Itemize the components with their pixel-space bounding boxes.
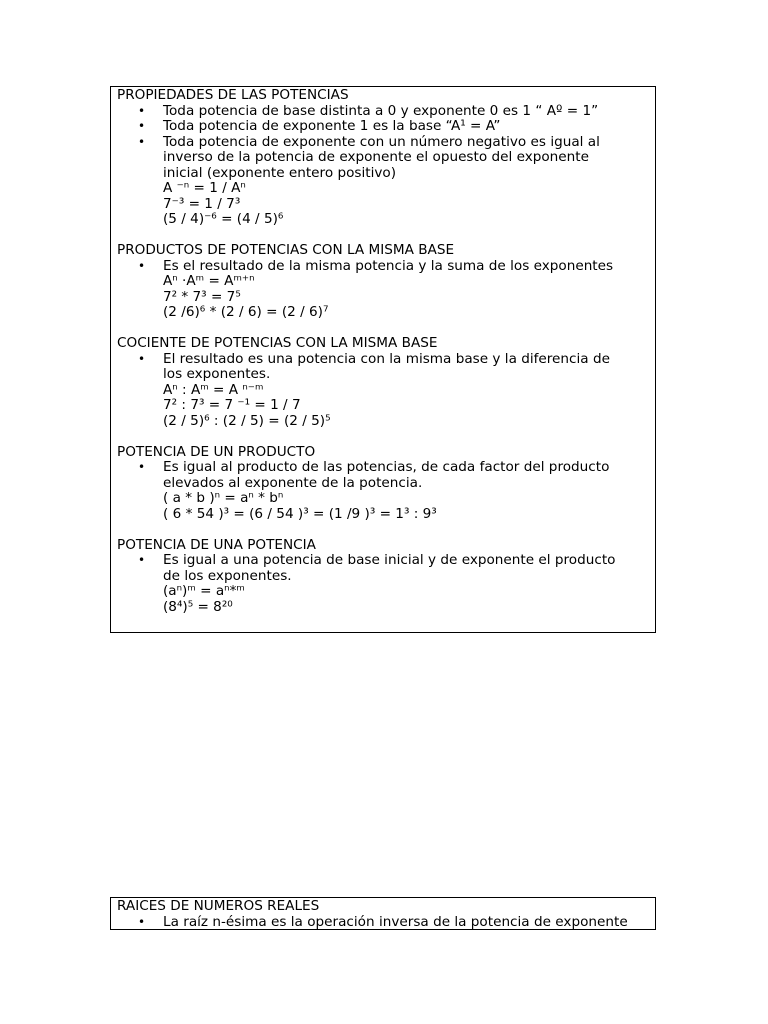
list-item	[117, 135, 655, 151]
section-spacer	[117, 228, 655, 244]
section-heading: COCIENTE DE POTENCIAS CON LA MISMA BASE	[117, 336, 438, 351]
bullet-icon: •	[138, 914, 146, 929]
list-item-continuation: (2 /6)⁶ * (2 / 6) = (2 / 6)⁷	[163, 305, 329, 320]
list-item	[117, 352, 655, 368]
list-item-continuation: de los exponentes.	[163, 568, 292, 584]
section-heading: POTENCIA DE UNA POTENCIA	[117, 537, 316, 553]
list-item-continuation: 7² : 7³ = 7 ⁻¹ = 1 / 7	[163, 398, 301, 413]
list-item	[117, 915, 655, 931]
list-item-continuation: (8⁴)⁵ = 8²⁰	[163, 599, 233, 615]
list-item-continuation: inverso de la potencia de exponente el opuesto del exponente	[163, 150, 589, 165]
list-item-continuation: (aⁿ)ᵐ = aⁿ*ᵐ	[163, 584, 245, 599]
list-item-continuation: (2 / 5)⁶ : (2 / 5) = (2 / 5)⁵	[163, 413, 331, 429]
list-item-continuation: inicial (exponente entero positivo)	[163, 165, 397, 181]
roots-box	[110, 897, 656, 930]
section-heading: PRODUCTOS DE POTENCIAS CON LA MISMA BASE	[117, 243, 455, 258]
bullet-icon: •	[138, 103, 146, 118]
section-spacer	[117, 429, 655, 445]
section-heading: POTENCIA DE UN PRODUCTO	[117, 444, 316, 460]
bullet-icon: •	[138, 258, 146, 273]
list-item-text: Es el resultado de la misma potencia y la suma de los exponentes	[163, 258, 614, 274]
list-item-continuation: 7⁻³ = 1 / 7³	[163, 196, 241, 212]
list-item	[117, 119, 655, 135]
list-item-continuation: ( 6 * 54 )³ = (6 / 54 )³ = (1 /9 )³ = 1³ : 9³	[163, 506, 437, 522]
bullet-icon: •	[138, 119, 146, 133]
properties-box	[110, 86, 656, 633]
bullet-icon: •	[138, 460, 146, 474]
list-item-continuation: (5 / 4)⁻⁶ = (4 / 5)⁶	[163, 212, 284, 227]
list-item-continuation: A ⁻ⁿ = 1 / Aⁿ	[163, 181, 246, 196]
list-item-continuation: Aⁿ : Aᵐ = A ⁿ⁻ᵐ	[163, 382, 264, 398]
bullet-icon: •	[138, 351, 146, 366]
list-item	[117, 104, 655, 120]
list-item-text: El resultado es una potencia con la misma base y la diferencia de	[163, 351, 610, 367]
list-item	[117, 460, 655, 476]
list-item-text: Toda potencia de base distinta a 0 y exponente 0 es 1 “ Aº = 1”	[163, 103, 599, 119]
list-item-continuation: ( a * b )ⁿ = aⁿ * bⁿ	[163, 491, 284, 506]
section-spacer	[117, 522, 655, 538]
list-item-text: Es igual a una potencia de base inicial y de exponente el producto	[163, 553, 616, 568]
list-item-continuation: 7² * 7³ = 7⁵	[163, 289, 241, 305]
list-item-continuation: los exponentes.	[163, 367, 271, 382]
section-heading: PROPIEDADES DE LAS POTENCIAS	[117, 88, 349, 103]
list-item-continuation: Aⁿ ·Aᵐ = Aᵐ⁺ⁿ	[163, 274, 255, 289]
bullet-icon: •	[138, 134, 146, 149]
bullet-icon: •	[138, 553, 146, 567]
section-heading: RAICES DE NÚMEROS REALES	[117, 899, 320, 914]
section-spacer	[117, 321, 655, 337]
list-item-text: Toda potencia de exponente con un número negativo es igual al	[163, 134, 600, 150]
list-item-text: Es igual al producto de las potencias, de cada factor del producto	[163, 460, 610, 475]
list-item-continuation: elevados al exponente de la potencia.	[163, 475, 423, 491]
list-item	[117, 553, 655, 569]
list-item-text: La raíz n-ésima es la operación inversa de la potencia de exponente	[163, 914, 628, 930]
list-item	[117, 259, 655, 275]
list-item-text: Toda potencia de exponente 1 es la base “A¹ = A”	[163, 119, 501, 134]
